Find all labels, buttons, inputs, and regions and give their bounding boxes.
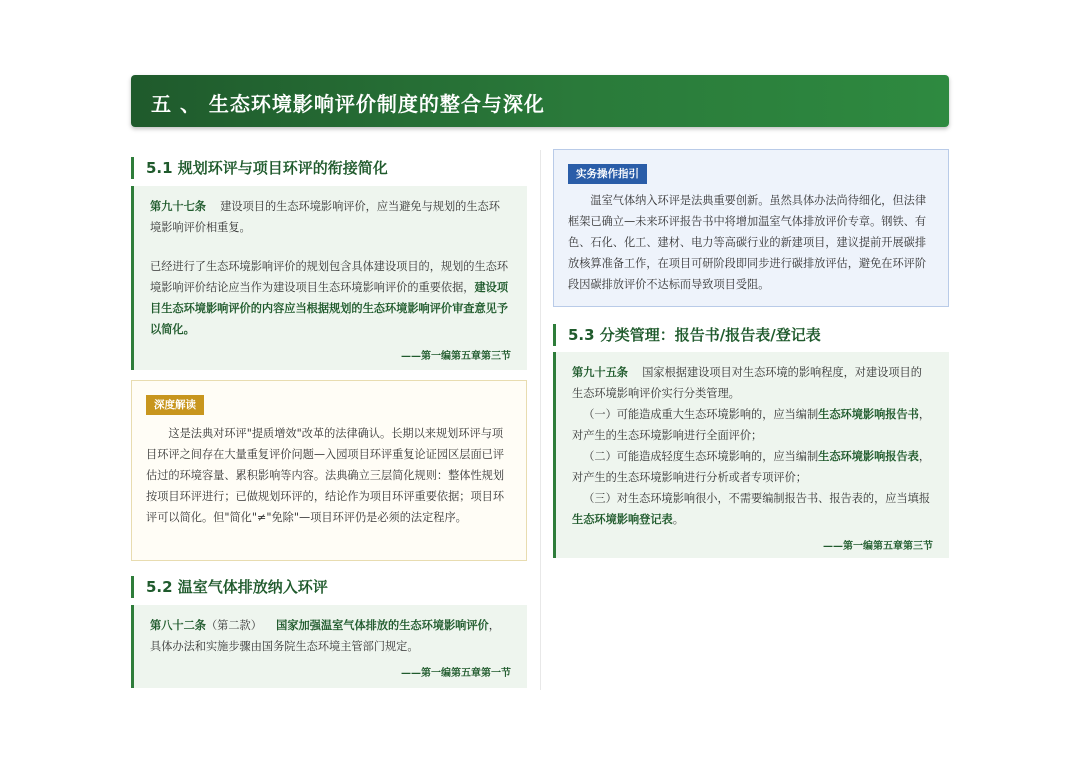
article-text: 已经进行了生态环境影响评价的规划包含具体建设项目的，规划的生态环境影响评价结论应当作为建设项目生态环境影响评价的重要依据， xyxy=(150,260,509,294)
deep-reading-text: 这是法典对环评"提质增效"改革的法律确认。长期以来规划环评与项目环评之间存在大量重复评价问题—入园项目环评重复论证园区层面已评估过的环境容量、累积影响等内容。法典确立三层简化规则：整体性规划按项目环评进行；已做规划环评的，结论作为项目环评重要依据；项目环评可以简化。但"简化"≠"免除"—项目环评仍是必须的法定程序。 xyxy=(146,427,505,524)
page-title: 五 、 生态环境影响评价制度的整合与深化 xyxy=(151,92,545,116)
article-number: 第九十五条 xyxy=(572,366,628,379)
item-highlight: 生态环境影响登记表 xyxy=(572,513,673,526)
section-title-5-3: 5.3 分类管理：报告书/报告表/登记表 xyxy=(553,324,821,346)
article-97-para1 xyxy=(150,196,511,238)
practice-guide-box xyxy=(553,149,949,307)
article-number: 第九十七条 xyxy=(150,200,206,213)
item-text: ，对产生的生态环境影响进行全面评价； xyxy=(572,408,931,442)
practice-guide-tag: 实务操作指引 xyxy=(568,164,647,184)
article-highlight: 建设项目生态环境影响评价的内容应当根据规划的生态环境影响评价审查意见予以简化。 xyxy=(150,281,509,336)
article-sub: （第二款） xyxy=(205,619,262,632)
article-82-para xyxy=(150,615,511,657)
article-97-para2 xyxy=(150,256,511,340)
article-95-item1 xyxy=(572,404,933,446)
article-text: 建设项目的生态环境影响评价，应当避免与规划的生态环境影响评价相重复。 xyxy=(150,200,500,234)
practice-guide-text: 温室气体纳入环评是法典重要创新。虽然具体办法尚待细化，但法律框架已确立—未来环评报告书中将增加温室气体排放评价专章。钢铁、有色、石化、化工、建材、电力等高碳行业的新建项目，建议提前开展碳排放核算准备工作，在项目可研阶段即同步进行碳排放评估，避免在环评阶段因碳排放评价不达标而导致项目受阻。 xyxy=(568,194,927,291)
article-95-intro xyxy=(572,362,933,404)
column-divider xyxy=(540,150,541,690)
law-article-95 xyxy=(553,352,949,558)
item-text: ，对产生的生态环境影响进行分析或者专项评价； xyxy=(572,450,931,484)
item-highlight: 生态环境影响报告书 xyxy=(818,408,919,421)
section-title-5-2: 5.2 温室气体排放纳入环评 xyxy=(131,576,328,598)
section-banner xyxy=(131,75,949,127)
article-95-item3 xyxy=(572,488,933,530)
item-text: （三）对生态环境影响很小，不需要编制报告书、报告表的，应当填报 xyxy=(583,492,931,505)
deep-reading-tag: 深度解读 xyxy=(146,395,204,415)
citation: ——第一编第五章第三节 xyxy=(401,351,511,362)
article-highlight: 国家加强温室气体排放的生态环境影响评价 xyxy=(276,619,489,632)
citation: ——第一编第五章第三节 xyxy=(823,541,933,552)
article-95-item2 xyxy=(572,446,933,488)
citation: ——第一编第五章第一节 xyxy=(401,668,511,679)
law-article-97 xyxy=(131,186,527,370)
item-text: （二）可能造成轻度生态环境影响的，应当编制 xyxy=(583,450,819,463)
law-article-82 xyxy=(131,605,527,688)
deep-reading-box xyxy=(131,380,527,561)
section-title-5-1: 5.1 规划环评与项目环评的衔接简化 xyxy=(131,157,388,179)
item-highlight: 生态环境影响报告表 xyxy=(818,450,919,463)
article-text: ，具体办法和实施步骤由国务院生态环境主管部门规定。 xyxy=(150,619,500,653)
item-text: （一）可能造成重大生态环境影响的，应当编制 xyxy=(583,408,819,421)
article-number: 第八十二条 xyxy=(150,619,206,632)
item-text: 。 xyxy=(672,513,684,526)
article-text: 国家根据建设项目对生态环境的影响程度，对建设项目的生态环境影响评价实行分类管理。 xyxy=(572,366,922,400)
